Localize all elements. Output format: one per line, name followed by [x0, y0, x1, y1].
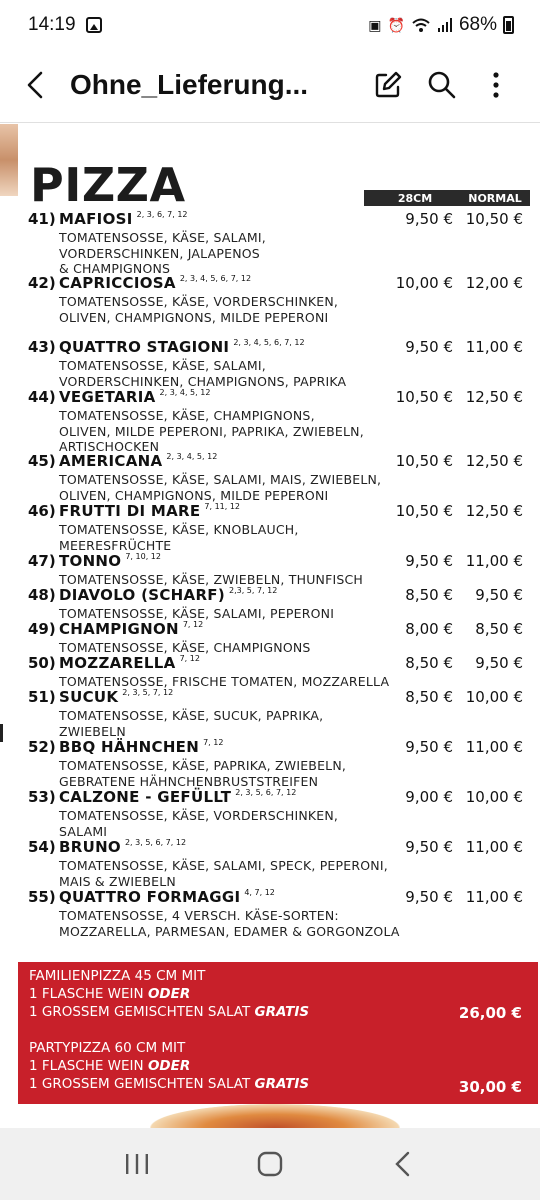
system-back-button[interactable]: [373, 1139, 433, 1189]
menu-item-description: TOMATENSOSSE, KÄSE, CHAMPIGNONS,: [59, 408, 315, 423]
promo-b-price: 30,00 €: [458, 1078, 522, 1096]
menu-item-header: [28, 586, 528, 606]
menu-item: [28, 502, 528, 553]
price-28cm: 8,50 €: [405, 586, 453, 604]
price-28cm: 8,50 €: [405, 688, 453, 706]
menu-item-name: QUATTRO FORMAGGI: [59, 888, 241, 906]
price-normal: 10,00 €: [465, 788, 523, 806]
menu-item-header: [28, 502, 528, 522]
menu-item-name: SUCUK: [59, 688, 119, 706]
allergen-codes: 2, 3, 4, 5, 6, 7, 12: [179, 274, 252, 283]
menu-item-header: [28, 388, 528, 408]
menu-item-number: 48): [28, 586, 56, 604]
promo-a-line1: FAMILIENPIZZA 45 CM MIT: [29, 968, 206, 984]
menu-item-header: [28, 654, 528, 674]
promo-a-line3: [29, 1004, 309, 1020]
menu-item-header: [28, 552, 528, 572]
menu-item: [28, 620, 528, 656]
menu-item-header: [28, 688, 528, 708]
menu-item-description: TOMATENSOSSE, KÄSE, KNOBLAUCH,: [59, 522, 299, 537]
back-chevron-icon: [394, 1151, 412, 1177]
more-vertical-icon: [492, 71, 500, 99]
price-28cm: 9,50 €: [405, 838, 453, 856]
allergen-codes: 7, 10, 12: [125, 552, 161, 561]
more-options-button[interactable]: [474, 63, 518, 107]
menu-item-number: 47): [28, 552, 56, 570]
divider: [0, 122, 540, 123]
menu-item-description: TOMATENSOSSE, FRISCHE TOMATEN, MOZZARELLA: [59, 674, 390, 689]
menu-item-number: 52): [28, 738, 56, 756]
allergen-codes: 2, 3, 4, 5, 6, 7, 12: [233, 338, 305, 347]
price-normal: 12,50 €: [465, 452, 523, 470]
price-normal: 11,00 €: [465, 838, 523, 856]
search-icon: [427, 70, 457, 100]
allergen-codes: 7, 12: [203, 738, 224, 747]
menu-item: [28, 838, 528, 889]
menu-item-description: MOZZARELLA, PARMESAN, EDAMER & GORGONZOLA: [59, 923, 400, 939]
size-28cm-label: 28CM: [397, 191, 433, 205]
menu-item-number: 46): [28, 502, 56, 520]
size-column-header: [364, 190, 530, 206]
price-28cm: 9,50 €: [405, 552, 453, 570]
price-normal: 12,50 €: [465, 388, 523, 406]
menu-item-description: OLIVEN, CHAMPIGNONS, MILDE PEPERONI: [59, 487, 329, 503]
menu-item-description: TOMATENSOSSE, KÄSE, SALAMI, PEPERONI: [59, 606, 335, 621]
status-bar: [0, 0, 540, 50]
alarm-icon: ⏰: [387, 16, 405, 33]
menu-heading: PIZZA: [30, 158, 186, 212]
menu-item: [28, 388, 528, 455]
page-edge-marker: [0, 724, 3, 742]
menu-item-name: VEGETARIA: [59, 388, 156, 406]
price-28cm: 9,50 €: [405, 338, 453, 356]
menu-item-header: [28, 888, 528, 908]
menu-item-description: TOMATENSOSSE, KÄSE, SUCUK, PAPRIKA,: [59, 708, 324, 723]
allergen-codes: 2, 3, 5, 6, 7, 12: [124, 838, 187, 847]
menu-item-description: TOMATENSOSSE, 4 VERSCH. KÄSE-SORTEN:: [59, 908, 339, 923]
menu-item-name: DIAVOLO (SCHARF): [59, 586, 225, 604]
price-normal: 11,00 €: [465, 552, 523, 570]
promo-a-line3-emph: GRATIS: [254, 1004, 310, 1020]
home-button[interactable]: [240, 1139, 300, 1189]
menu-item-description: OLIVEN, CHAMPIGNONS, MILDE PEPERONI: [59, 309, 329, 325]
pizza-photo-fragment: [0, 124, 18, 196]
menu-item-name: FRUTTI DI MARE: [59, 502, 201, 520]
app-bar: [0, 50, 540, 120]
menu-item-description: TOMATENSOSSE, KÄSE, SALAMI, SPECK, PEPERONI,: [59, 858, 388, 873]
menu-item-name: CAPRICCIOSA: [59, 274, 176, 292]
menu-item-header: [28, 210, 528, 230]
menu-item-name: AMERICANA: [59, 452, 163, 470]
menu-item-number: 43): [28, 338, 56, 356]
promo-b-line2-emph: ODER: [147, 1058, 191, 1074]
menu-item: [28, 586, 528, 622]
size-normal-label: NORMAL: [468, 191, 522, 205]
menu-item-header: [28, 274, 528, 294]
allergen-codes: 4, 7, 12: [244, 888, 275, 897]
battery-saver-icon: ▣: [368, 16, 382, 33]
menu-item-name: CHAMPIGNON: [59, 620, 179, 638]
price-normal: 11,00 €: [465, 738, 523, 756]
promo-a-price: 26,00 €: [458, 1004, 522, 1022]
system-nav-bar: [0, 1128, 540, 1200]
price-normal: 11,00 €: [465, 338, 523, 356]
menu-item-description: SALAMI: [59, 823, 108, 839]
battery-icon: [503, 16, 514, 34]
promo-b-line3-text: 1 GROSSEM GEMISCHTEN SALAT: [29, 1076, 255, 1092]
menu-item: [28, 788, 528, 839]
menu-item-description: GEBRATENE HÄHNCHENBRUSTSTREIFEN: [59, 773, 319, 789]
menu-item-description: MAIS & ZWIEBELN: [59, 873, 176, 889]
allergen-codes: 2, 3, 5, 7, 12: [122, 688, 174, 697]
battery-percent: 68%: [458, 14, 497, 35]
menu-item: [28, 738, 528, 789]
menu-item-description: VORDERSCHINKEN, CHAMPIGNONS, PAPRIKA: [59, 373, 347, 389]
menu-item-number: 55): [28, 888, 56, 906]
menu-item-description: TOMATENSOSSE, KÄSE, PAPRIKA, ZWIEBELN,: [59, 758, 347, 773]
menu-item-header: [28, 620, 528, 640]
menu-item-description: TOMATENSOSSE, KÄSE, SALAMI, MAIS, ZWIEBELN,: [59, 472, 382, 487]
price-normal: 10,50 €: [465, 210, 523, 228]
price-28cm: 9,50 €: [405, 738, 453, 756]
price-normal: 9,50 €: [475, 654, 523, 672]
menu-item-number: 44): [28, 388, 56, 406]
menu-item-number: 54): [28, 838, 56, 856]
menu-item-header: [28, 452, 528, 472]
price-normal: 11,00 €: [465, 888, 523, 906]
gallery-notification-icon: [86, 17, 102, 33]
menu-item-number: 41): [28, 210, 56, 228]
price-28cm: 8,00 €: [405, 620, 453, 638]
menu-item-number: 42): [28, 274, 56, 292]
price-28cm: 9,00 €: [405, 788, 453, 806]
price-normal: 9,50 €: [475, 586, 523, 604]
menu-item-name: BBQ HÄHNCHEN: [59, 738, 200, 756]
document-title: Ohne_Lieferung...: [70, 69, 309, 100]
menu-item: [28, 552, 528, 588]
menu-item-name: CALZONE - GEFÜLLT: [59, 788, 232, 806]
price-28cm: 10,50 €: [395, 388, 453, 406]
promo-b-line2: [29, 1058, 190, 1074]
menu-item-header: [28, 338, 528, 358]
price-28cm: 8,50 €: [405, 654, 453, 672]
menu-item-description: ZWIEBELN: [59, 723, 126, 739]
edit-icon: [373, 70, 403, 100]
allergen-codes: 2,3, 5, 7, 12: [229, 586, 278, 595]
promo-b-line3-emph: GRATIS: [254, 1076, 310, 1092]
menu-item: [28, 654, 528, 690]
appbar-actions: [366, 63, 540, 107]
promo-box: [18, 962, 538, 1104]
menu-item: [28, 888, 528, 939]
menu-item-description: TOMATENSOSSE, KÄSE, SALAMI,: [59, 230, 266, 245]
document-view[interactable]: [0, 122, 540, 1128]
menu-item-description: VORDERSCHINKEN, JALAPENOS: [59, 245, 260, 261]
menu-item-name: TONNO: [59, 552, 122, 570]
menu-item-description: TOMATENSOSSE, KÄSE, ZWIEBELN, THUNFISCH: [59, 572, 364, 587]
allergen-codes: 7, 12: [179, 654, 200, 663]
allergen-codes: 7, 12: [182, 620, 204, 629]
price-28cm: 9,50 €: [405, 210, 453, 228]
price-normal: 12,00 €: [465, 274, 523, 292]
back-arrow-icon: [24, 70, 46, 100]
edit-button[interactable]: [366, 63, 410, 107]
allergen-codes: 2, 3, 6, 7, 12: [136, 210, 188, 219]
menu-item: [28, 688, 528, 739]
menu-item: [28, 210, 528, 277]
price-28cm: 10,00 €: [395, 274, 453, 292]
menu-item-description: TOMATENSOSSE, KÄSE, VORDERSCHINKEN,: [59, 294, 339, 309]
promo-a-line2: [29, 986, 190, 1002]
price-normal: 12,50 €: [465, 502, 523, 520]
allergen-codes: 2, 3, 4, 5, 12: [159, 388, 211, 397]
menu-item-header: [28, 838, 528, 858]
menu-item-number: 51): [28, 688, 56, 706]
price-28cm: 10,50 €: [395, 452, 453, 470]
promo-b-line1: PARTYPIZZA 60 CM MIT: [29, 1040, 186, 1056]
menu-item-number: 45): [28, 452, 56, 470]
promo-b-line3: [29, 1076, 309, 1092]
menu-item-name: MOZZARELLA: [59, 654, 176, 672]
promo-a-line2-emph: ODER: [147, 986, 191, 1002]
promo-a-line3-text: 1 GROSSEM GEMISCHTEN SALAT: [29, 1004, 255, 1020]
promo-b-line2-text: 1 FLASCHE WEIN: [29, 1058, 148, 1074]
menu-item-description: TOMATENSOSSE, KÄSE, VORDERSCHINKEN,: [59, 808, 339, 823]
menu-item-number: 49): [28, 620, 56, 638]
allergen-codes: 2, 3, 4, 5, 12: [166, 452, 218, 461]
menu-item-header: [28, 738, 528, 758]
price-28cm: 10,50 €: [395, 502, 453, 520]
menu-item-description: & CHAMPIGNONS: [59, 261, 171, 276]
menu-item: [28, 338, 528, 389]
recent-apps-button[interactable]: [107, 1139, 167, 1189]
menu-item-description: TOMATENSOSSE, KÄSE, CHAMPIGNONS: [59, 640, 311, 655]
menu-item: [28, 452, 528, 503]
recent-apps-icon: [124, 1152, 150, 1176]
menu-item-name: MAFIOSI: [59, 210, 133, 228]
menu-item-description: OLIVEN, MILDE PEPERONI, PAPRIKA, ZWIEBELN,: [59, 423, 364, 439]
status-time: 14:19: [28, 14, 76, 35]
allergen-codes: 7, 11, 12: [204, 502, 241, 511]
back-button[interactable]: [0, 50, 70, 120]
allergen-codes: 2, 3, 5, 6, 7, 12: [235, 788, 297, 797]
menu-item-description: TOMATENSOSSE, KÄSE, SALAMI,: [59, 358, 266, 373]
signal-icon: [437, 17, 453, 33]
menu-item-description: MEERESFRÜCHTE: [59, 537, 172, 553]
menu-item-number: 53): [28, 788, 56, 806]
menu-item-number: 50): [28, 654, 56, 672]
price-normal: 10,00 €: [465, 688, 523, 706]
promo-a-line2-text: 1 FLASCHE WEIN: [29, 986, 148, 1002]
pizza-photo: [150, 1104, 400, 1128]
home-icon: [257, 1151, 283, 1177]
menu-item-description: ARTISCHOCKEN: [59, 439, 160, 454]
menu-item-name: BRUNO: [59, 838, 121, 856]
search-button[interactable]: [420, 63, 464, 107]
price-28cm: 9,50 €: [405, 888, 453, 906]
wifi-icon: [411, 17, 431, 33]
price-normal: 8,50 €: [475, 620, 523, 638]
menu-item: [28, 274, 528, 325]
menu-item-header: [28, 788, 528, 808]
menu-item-name: QUATTRO STAGIONI: [59, 338, 230, 356]
status-icons: [368, 14, 514, 36]
